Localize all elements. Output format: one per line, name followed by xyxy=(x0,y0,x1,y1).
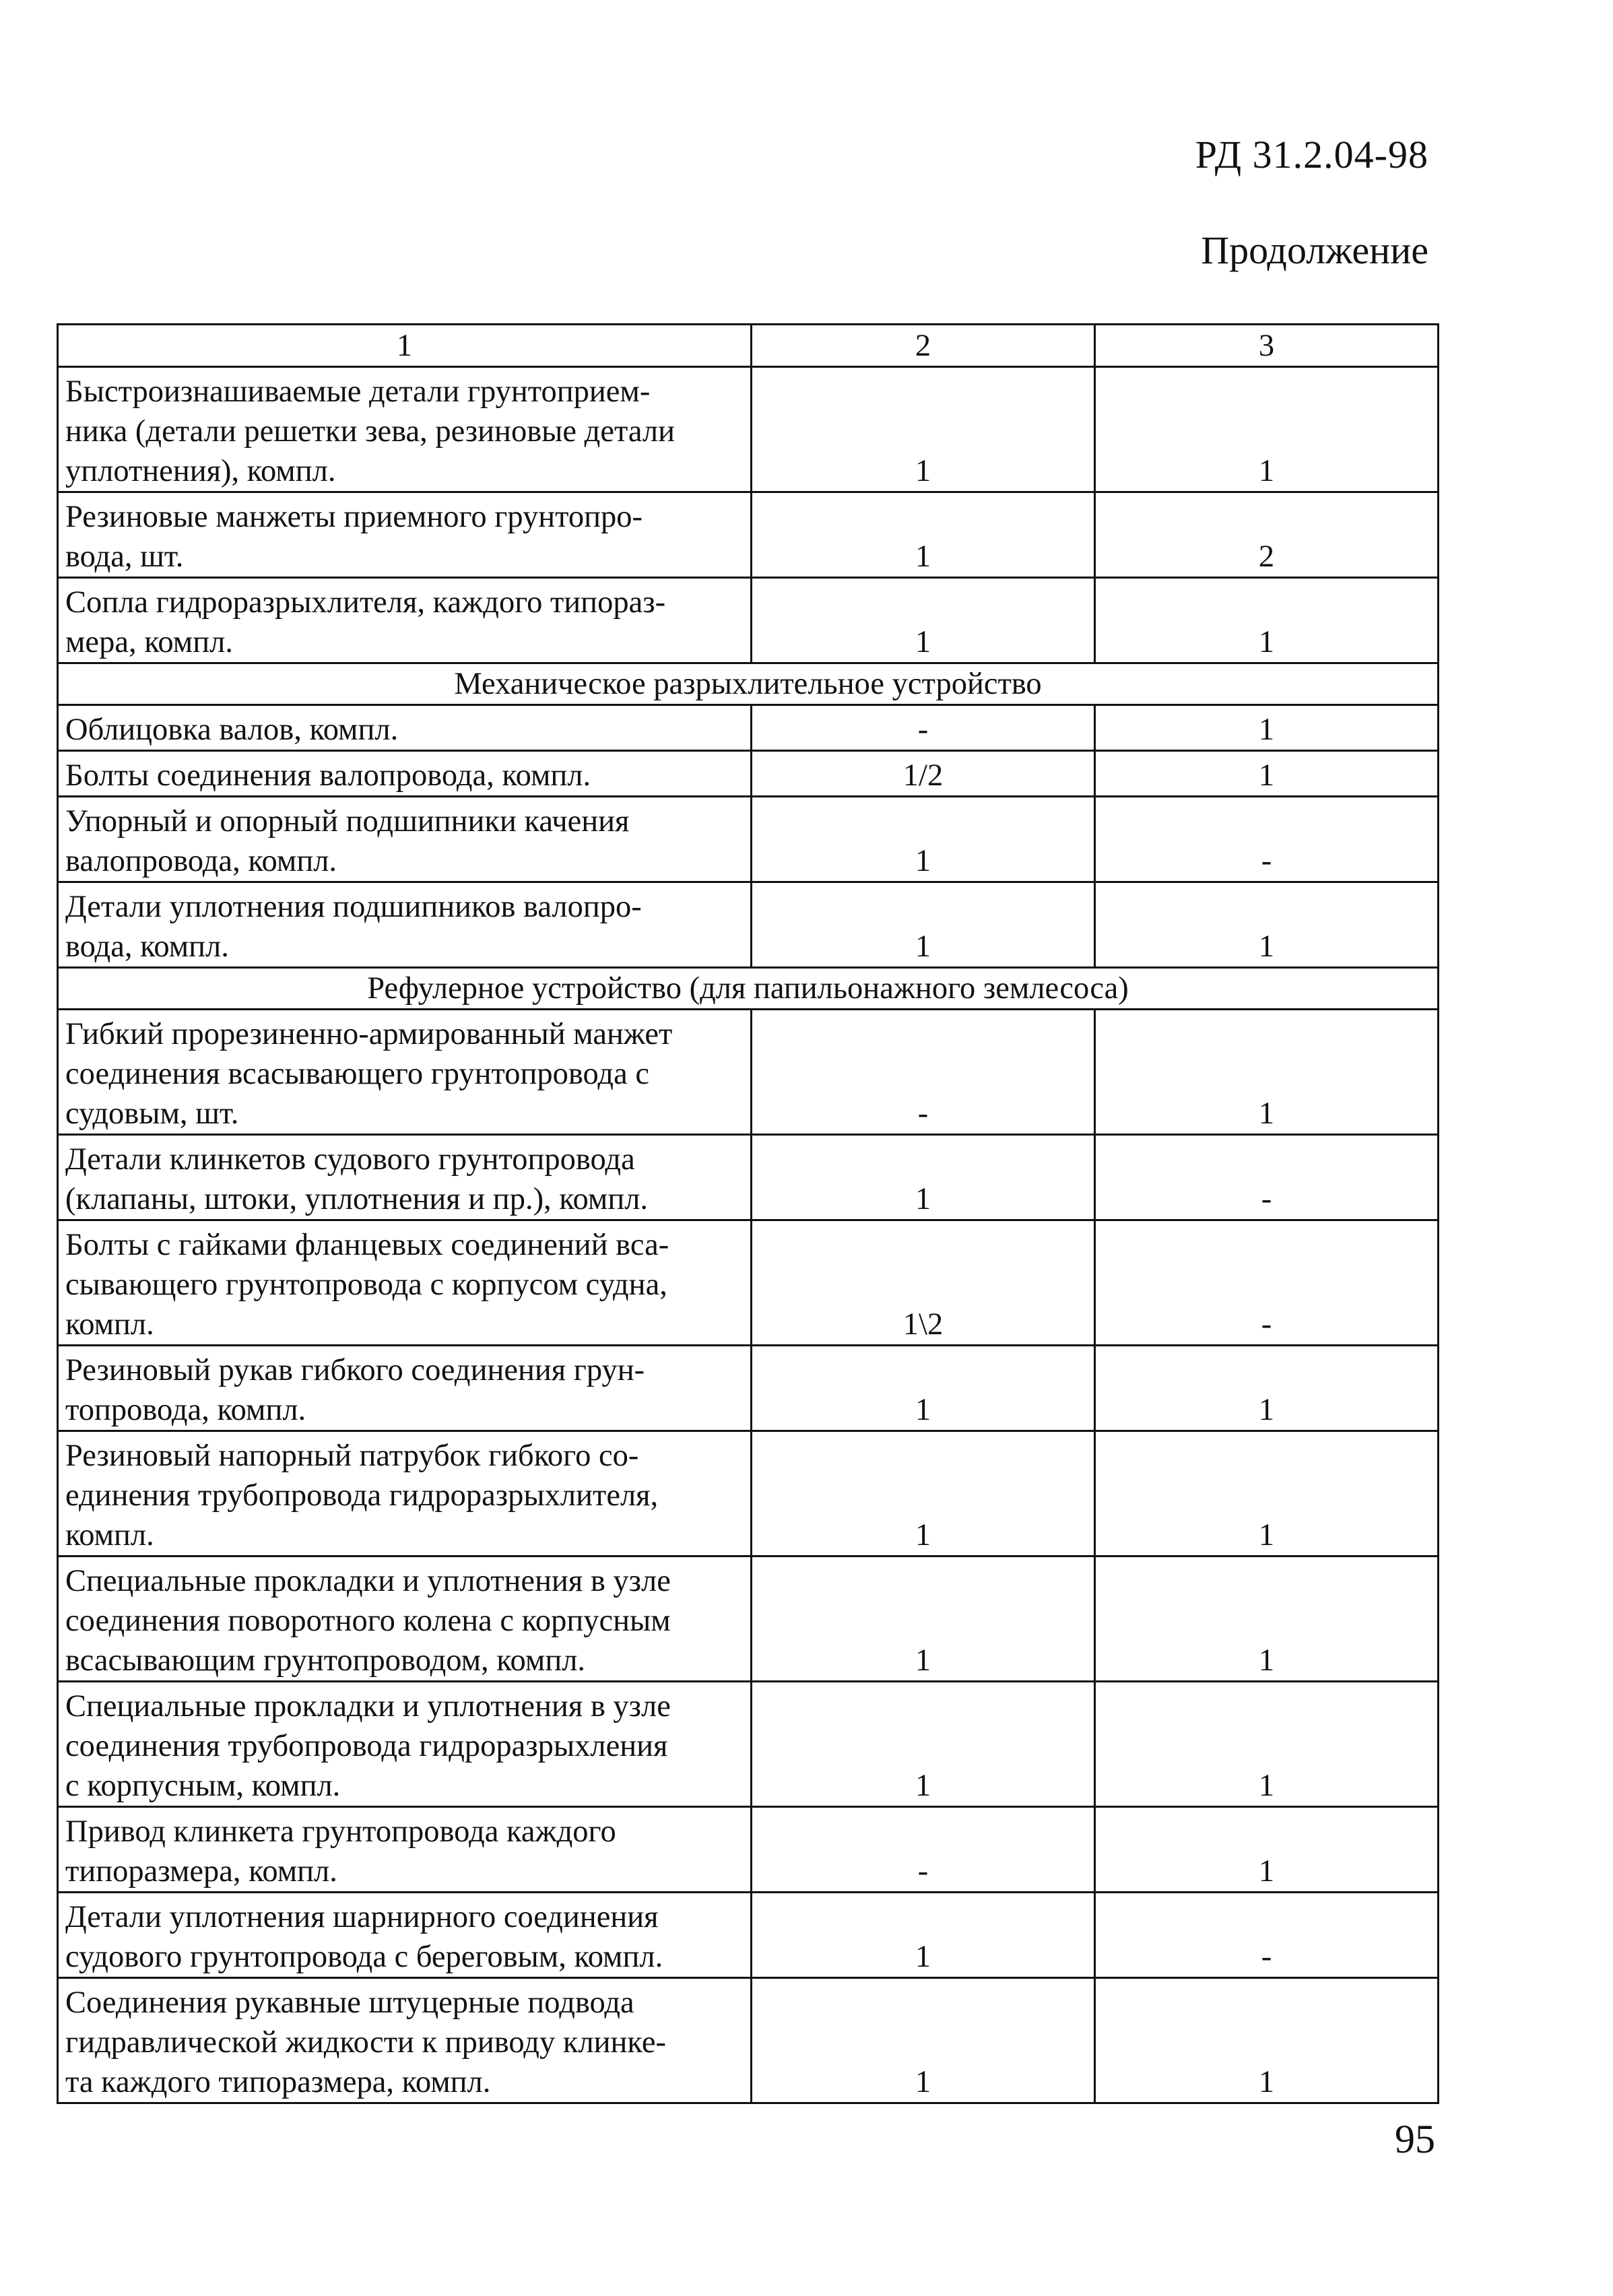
item-name-cell xyxy=(58,1978,752,2103)
item-name-cell xyxy=(58,1556,752,1682)
quantity-col3: 1 xyxy=(1095,1431,1439,1556)
section-row xyxy=(58,968,1439,1010)
quantity-col2: 1 xyxy=(752,882,1095,968)
table-row xyxy=(58,1220,1439,1346)
item-name-line: ника (детали решетки зева, резиновые детали xyxy=(65,414,675,449)
page-number: 95 xyxy=(1395,2117,1435,2161)
item-name-cell xyxy=(58,1682,752,1807)
quantity-col2: 1 xyxy=(752,578,1095,663)
table-row xyxy=(58,705,1439,751)
table-row xyxy=(58,882,1439,968)
item-name-line: с корпусным, компл. xyxy=(65,1769,341,1803)
quantity-col3: 1 xyxy=(1095,1978,1439,2103)
item-name-line: судового грунтопровода с береговым, компл. xyxy=(65,1940,663,1974)
item-name-line: Упорный и опорный подшипники качения xyxy=(65,804,630,839)
item-name-line: Болты соединения валопровода, компл. xyxy=(65,758,591,793)
quantity-col2: 1\2 xyxy=(752,1220,1095,1346)
item-name-line: Быстроизнашиваемые детали грунтоприем- xyxy=(65,374,651,409)
item-name-line: соединения поворотного колена с корпусным xyxy=(65,1604,671,1638)
item-name-cell xyxy=(58,1431,752,1556)
quantity-col3: 2 xyxy=(1095,492,1439,578)
table-row xyxy=(58,1556,1439,1682)
item-name-line: единения трубопровода гидроразрыхлителя, xyxy=(65,1478,659,1513)
document-code: РД 31.2.04-98 xyxy=(1195,133,1428,176)
item-name-cell xyxy=(58,578,752,663)
quantity-col3: 1 xyxy=(1095,705,1439,751)
quantity-col2: 1 xyxy=(752,492,1095,578)
item-name-cell xyxy=(58,705,752,751)
item-name-line: та каждого типоразмера, компл. xyxy=(65,2065,491,2099)
table-body xyxy=(58,325,1439,2103)
item-name-line: вода, компл. xyxy=(65,929,229,964)
item-name-cell xyxy=(58,1220,752,1346)
table-row xyxy=(58,1010,1439,1135)
item-name-line: вода, шт. xyxy=(65,539,184,574)
item-name-line: Детали уплотнения подшипников валопро- xyxy=(65,890,642,924)
item-name-line: гидравлической жидкости к приводу клинке- xyxy=(65,2025,666,2060)
quantity-col3: 1 xyxy=(1095,367,1439,492)
table-row xyxy=(58,751,1439,797)
table-header-row xyxy=(58,325,1439,367)
column-header-2: 2 xyxy=(752,325,1095,367)
quantity-col2: 1 xyxy=(752,1893,1095,1978)
quantity-col2: - xyxy=(752,705,1095,751)
quantity-col2: 1 xyxy=(752,367,1095,492)
table-row xyxy=(58,1893,1439,1978)
quantity-col2: 1 xyxy=(752,1682,1095,1807)
item-name-line: уплотнения), компл. xyxy=(65,454,336,488)
item-name-line: Облицовка валов, компл. xyxy=(65,713,399,747)
section-title: Механическое разрыхлительное устройство xyxy=(58,663,1439,705)
item-name-line: Гибкий прорезиненно-армированный манжет xyxy=(65,1017,673,1051)
quantity-col2: 1 xyxy=(752,1978,1095,2103)
quantity-col3: 1 xyxy=(1095,1346,1439,1431)
item-name-line: Специальные прокладки и уплотнения в узле xyxy=(65,1564,671,1598)
table-row xyxy=(58,1135,1439,1220)
item-name-cell xyxy=(58,1893,752,1978)
item-name-cell xyxy=(58,797,752,882)
item-name-line: всасывающим грунтопроводом, компл. xyxy=(65,1643,586,1678)
item-name-line: Болты с гайками фланцевых соединений вса- xyxy=(65,1228,669,1262)
item-name-cell xyxy=(58,1135,752,1220)
quantity-col2: 1 xyxy=(752,797,1095,882)
item-name-line: Детали клинкетов судового грунтопровода xyxy=(65,1142,635,1177)
quantity-col2: 1 xyxy=(752,1135,1095,1220)
item-name-line: Привод клинкета грунтопровода каждого xyxy=(65,1814,616,1849)
table-row xyxy=(58,1431,1439,1556)
quantity-col3: 1 xyxy=(1095,578,1439,663)
item-name-cell xyxy=(58,1807,752,1893)
item-name-line: мера, компл. xyxy=(65,625,233,659)
item-name-line: топровода, компл. xyxy=(65,1393,306,1427)
quantity-col2: 1 xyxy=(752,1556,1095,1682)
table-row xyxy=(58,1682,1439,1807)
item-name-line: компл. xyxy=(65,1518,154,1552)
table-row xyxy=(58,492,1439,578)
quantity-col3: 1 xyxy=(1095,1807,1439,1893)
item-name-cell xyxy=(58,367,752,492)
quantity-col2: - xyxy=(752,1010,1095,1135)
item-name-cell xyxy=(58,492,752,578)
item-name-cell xyxy=(58,751,752,797)
quantity-col3: 1 xyxy=(1095,751,1439,797)
item-name-line: (клапаны, штоки, уплотнения и пр.), компл. xyxy=(65,1182,649,1216)
quantity-col3: 1 xyxy=(1095,882,1439,968)
table-row xyxy=(58,578,1439,663)
table-row xyxy=(58,367,1439,492)
quantity-col2: 1 xyxy=(752,1431,1095,1556)
spare-parts-table xyxy=(57,323,1439,2104)
item-name-line: судовым, шт. xyxy=(65,1096,239,1131)
item-name-cell xyxy=(58,1346,752,1431)
table-row xyxy=(58,1346,1439,1431)
quantity-col3: - xyxy=(1095,1220,1439,1346)
quantity-col3: - xyxy=(1095,797,1439,882)
section-row xyxy=(58,663,1439,705)
item-name-cell xyxy=(58,1010,752,1135)
item-name-line: сывающего грунтопровода с корпусом судна, xyxy=(65,1268,667,1302)
item-name-cell xyxy=(58,882,752,968)
section-title: Рефулерное устройство (для папильонажного землесоса) xyxy=(58,968,1439,1010)
item-name-line: Соединения рукавные штуцерные подвода xyxy=(65,1986,634,2020)
item-name-line: компл. xyxy=(65,1307,154,1342)
quantity-col2: - xyxy=(752,1807,1095,1893)
continuation-label: Продолжение xyxy=(1201,228,1428,272)
column-header-1: 1 xyxy=(58,325,752,367)
quantity-col2: 1/2 xyxy=(752,751,1095,797)
table-row xyxy=(58,1807,1439,1893)
quantity-col3: - xyxy=(1095,1893,1439,1978)
quantity-col3: 1 xyxy=(1095,1556,1439,1682)
quantity-col3: - xyxy=(1095,1135,1439,1220)
quantity-col3: 1 xyxy=(1095,1010,1439,1135)
item-name-line: типоразмера, компл. xyxy=(65,1854,337,1889)
item-name-line: валопровода, компл. xyxy=(65,844,337,878)
table-row xyxy=(58,1978,1439,2103)
item-name-line: Сопла гидроразрыхлителя, каждого типораз- xyxy=(65,585,666,620)
table-row xyxy=(58,797,1439,882)
item-name-line: Резиновые манжеты приемного грунтопро- xyxy=(65,500,643,534)
item-name-line: соединения всасывающего грунтопровода с xyxy=(65,1057,649,1091)
item-name-line: Резиновый напорный патрубок гибкого со- xyxy=(65,1439,639,1473)
item-name-line: Резиновый рукав гибкого соединения грун- xyxy=(65,1353,645,1387)
item-name-line: соединения трубопровода гидроразрыхления xyxy=(65,1729,668,1763)
column-header-3: 3 xyxy=(1095,325,1439,367)
quantity-col3: 1 xyxy=(1095,1682,1439,1807)
item-name-line: Специальные прокладки и уплотнения в узле xyxy=(65,1689,671,1724)
quantity-col2: 1 xyxy=(752,1346,1095,1431)
item-name-line: Детали уплотнения шарнирного соединения xyxy=(65,1900,659,1934)
